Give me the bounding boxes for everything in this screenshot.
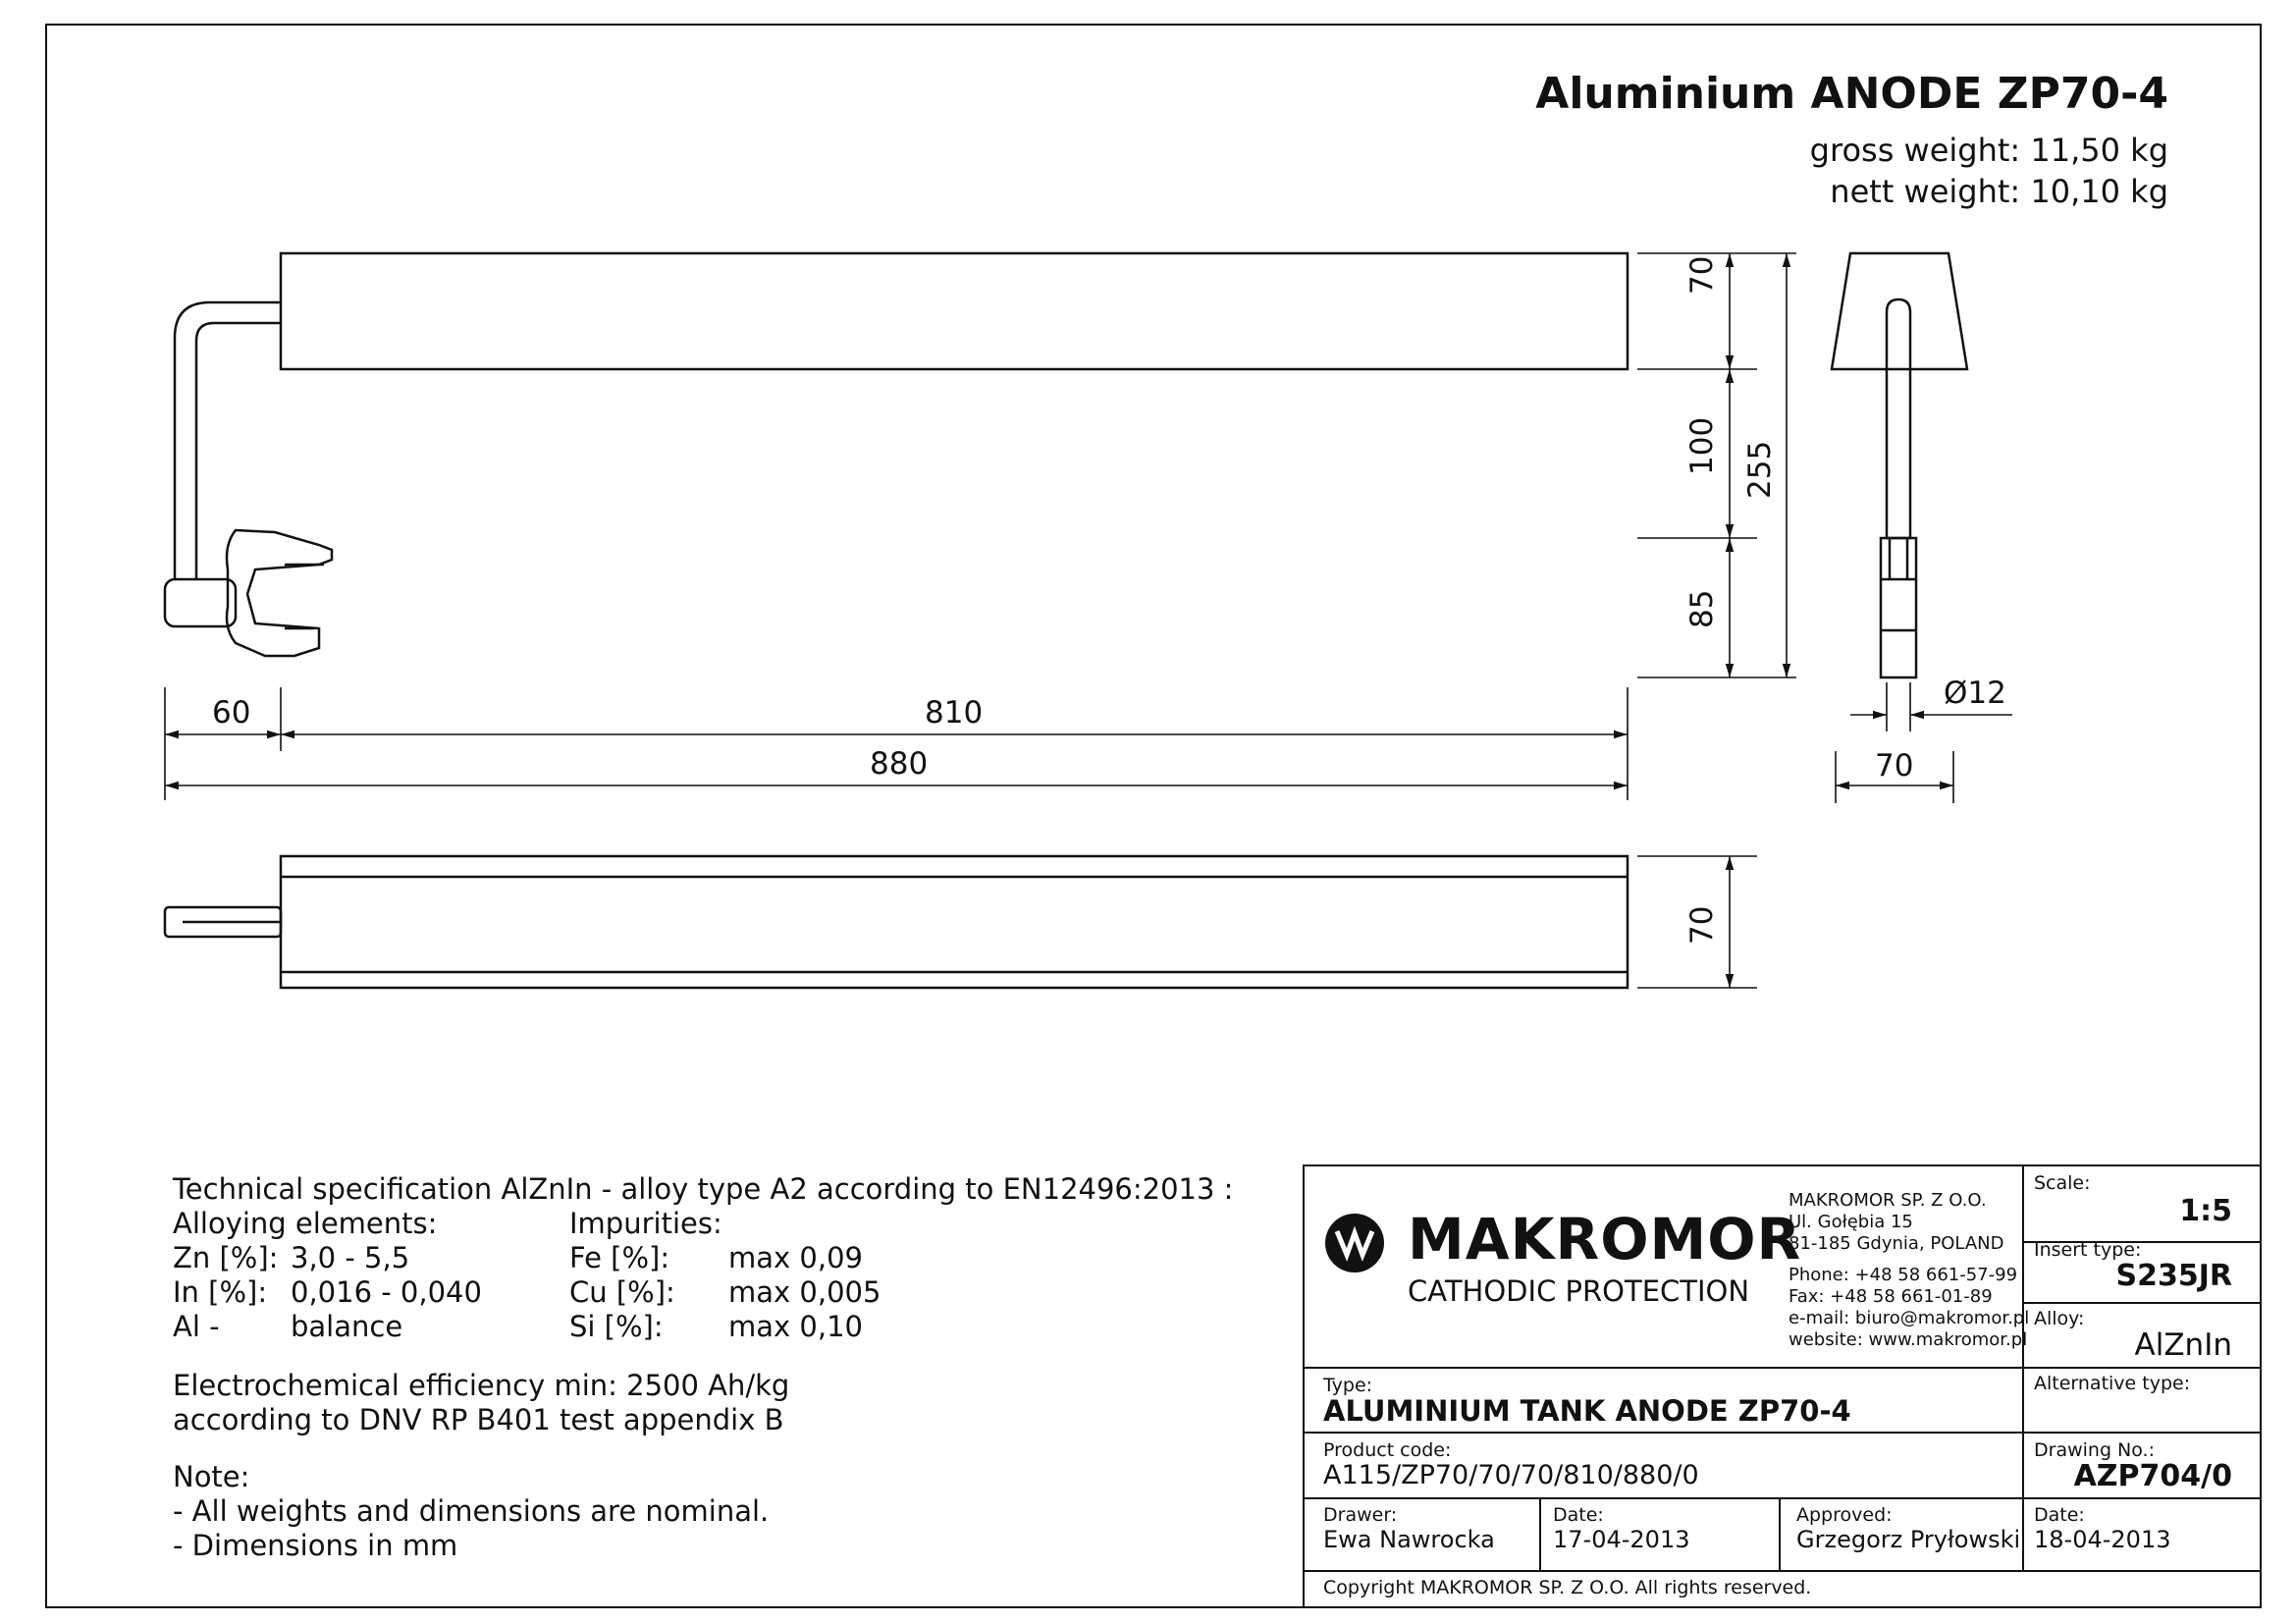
dim-880: 880 bbox=[870, 746, 929, 782]
al-value: balance bbox=[291, 1310, 403, 1343]
nett-weight-label: nett weight: bbox=[1830, 173, 2021, 210]
dim-70-plan: 70 bbox=[1684, 905, 1720, 945]
nett-weight-value: 10,10 kg bbox=[2030, 173, 2168, 210]
product-code-value: A115/ZP70/70/70/810/880/0 bbox=[1323, 1460, 1699, 1490]
in-value: 0,016 - 0,040 bbox=[291, 1275, 482, 1309]
alloy-label: Alloy: bbox=[2034, 1308, 2085, 1329]
efficiency-line-1: Electrochemical efficiency min: 2500 Ah/kg bbox=[173, 1369, 790, 1402]
date-drawn-value: 17-04-2013 bbox=[1553, 1526, 1690, 1553]
date-approved-value: 18-04-2013 bbox=[2034, 1526, 2171, 1553]
dim-100: 100 bbox=[1684, 416, 1720, 475]
spec-heading: Technical specification AlZnIn - alloy type A2 according to EN12496:2013 : bbox=[173, 1172, 1234, 1206]
note-2: - Dimensions in mm bbox=[173, 1529, 458, 1562]
copyright: Copyright MAKROMOR SP. Z O.O. All rights reserved. bbox=[1323, 1577, 1812, 1598]
in-label: In [%]: bbox=[173, 1275, 268, 1309]
makromor-logo-icon bbox=[1323, 1212, 1386, 1274]
clamp-nut bbox=[165, 579, 236, 626]
approved-label: Approved: bbox=[1796, 1504, 1893, 1526]
fe-value: max 0,09 bbox=[728, 1241, 863, 1274]
contact-phone: Phone: +48 58 661-57-99 bbox=[1789, 1265, 2018, 1285]
alloy-value: AlZnIn bbox=[2134, 1327, 2232, 1363]
date-approved-label: Date: bbox=[2034, 1504, 2085, 1526]
efficiency-line-2: according to DNV RP B401 test appendix B bbox=[173, 1403, 784, 1436]
type-value: ALUMINIUM TANK ANODE ZP70-4 bbox=[1323, 1394, 1851, 1428]
impurities-heading: Impurities: bbox=[569, 1207, 722, 1240]
contact-website: website: www.makromor.pl bbox=[1789, 1329, 2028, 1350]
insert-type-label: Insert type: bbox=[2034, 1239, 2142, 1261]
zn-label: Zn [%]: bbox=[173, 1241, 279, 1274]
anode-rod-inner bbox=[196, 323, 281, 579]
drawing-no-value: AZP704/0 bbox=[2073, 1459, 2232, 1493]
gross-weight-label: gross weight: bbox=[1809, 132, 2021, 169]
note-heading: Note: bbox=[173, 1460, 250, 1493]
contact-fax: Fax: +48 58 661-01-89 bbox=[1789, 1286, 1993, 1307]
alloying-heading: Alloying elements: bbox=[173, 1207, 438, 1240]
address-1: MAKROMOR SP. Z O.O. bbox=[1789, 1190, 1987, 1211]
cu-value: max 0,005 bbox=[728, 1275, 881, 1309]
drawing-title: Aluminium ANODE ZP70-4 bbox=[1535, 69, 2168, 119]
si-value: max 0,10 bbox=[728, 1310, 863, 1343]
drawer-label: Drawer: bbox=[1323, 1504, 1398, 1526]
date-drawn-label: Date: bbox=[1553, 1504, 1604, 1526]
scale-label: Scale: bbox=[2034, 1172, 2091, 1194]
al-label: Al - bbox=[173, 1310, 220, 1343]
scale-value: 1:5 bbox=[2179, 1194, 2232, 1228]
company-subtitle: CATHODIC PROTECTION bbox=[1408, 1274, 1750, 1308]
anode-body-front bbox=[281, 253, 1628, 369]
address-3: 81-185 Gdynia, POLAND bbox=[1789, 1233, 2004, 1254]
clamp-side bbox=[1881, 538, 1916, 677]
contact-email: e-mail: biuro@makromor.pl bbox=[1789, 1308, 2030, 1328]
gross-weight-value: 11,50 kg bbox=[2030, 132, 2168, 169]
approved-value: Grzegorz Pryłowski bbox=[1796, 1526, 2021, 1553]
anode-body-side bbox=[1832, 253, 1967, 369]
type-label: Type: bbox=[1323, 1375, 1373, 1396]
rod-clamp bbox=[227, 530, 332, 656]
product-code-label: Product code: bbox=[1323, 1439, 1452, 1461]
anode-rod-outer bbox=[175, 302, 281, 579]
alternative-type-label: Alternative type: bbox=[2034, 1373, 2191, 1394]
nett-weight bbox=[1830, 173, 2168, 210]
dim-60: 60 bbox=[212, 695, 251, 731]
dim-70-side: 70 bbox=[1875, 748, 1914, 784]
insert-type-value: S235JR bbox=[2115, 1259, 2232, 1293]
cu-label: Cu [%]: bbox=[569, 1275, 675, 1309]
zn-value: 3,0 - 5,5 bbox=[291, 1241, 410, 1274]
drawing-no-label: Drawing No.: bbox=[2034, 1439, 2155, 1461]
gross-weight bbox=[1810, 132, 2168, 169]
company-name: MAKROMOR bbox=[1408, 1206, 1802, 1272]
dim-70-top: 70 bbox=[1684, 255, 1720, 295]
drawer-value: Ewa Nawrocka bbox=[1323, 1526, 1495, 1553]
si-label: Si [%]: bbox=[569, 1310, 664, 1343]
address-2: Ul. Gołębia 15 bbox=[1789, 1212, 1913, 1232]
fe-label: Fe [%]: bbox=[569, 1241, 670, 1274]
note-1: - All weights and dimensions are nominal. bbox=[173, 1494, 770, 1528]
dim-diameter: Ø12 bbox=[1944, 676, 2006, 711]
dim-810: 810 bbox=[925, 695, 984, 731]
dim-255: 255 bbox=[1742, 440, 1778, 499]
dim-85: 85 bbox=[1684, 589, 1720, 628]
rod-side bbox=[1887, 299, 1910, 538]
